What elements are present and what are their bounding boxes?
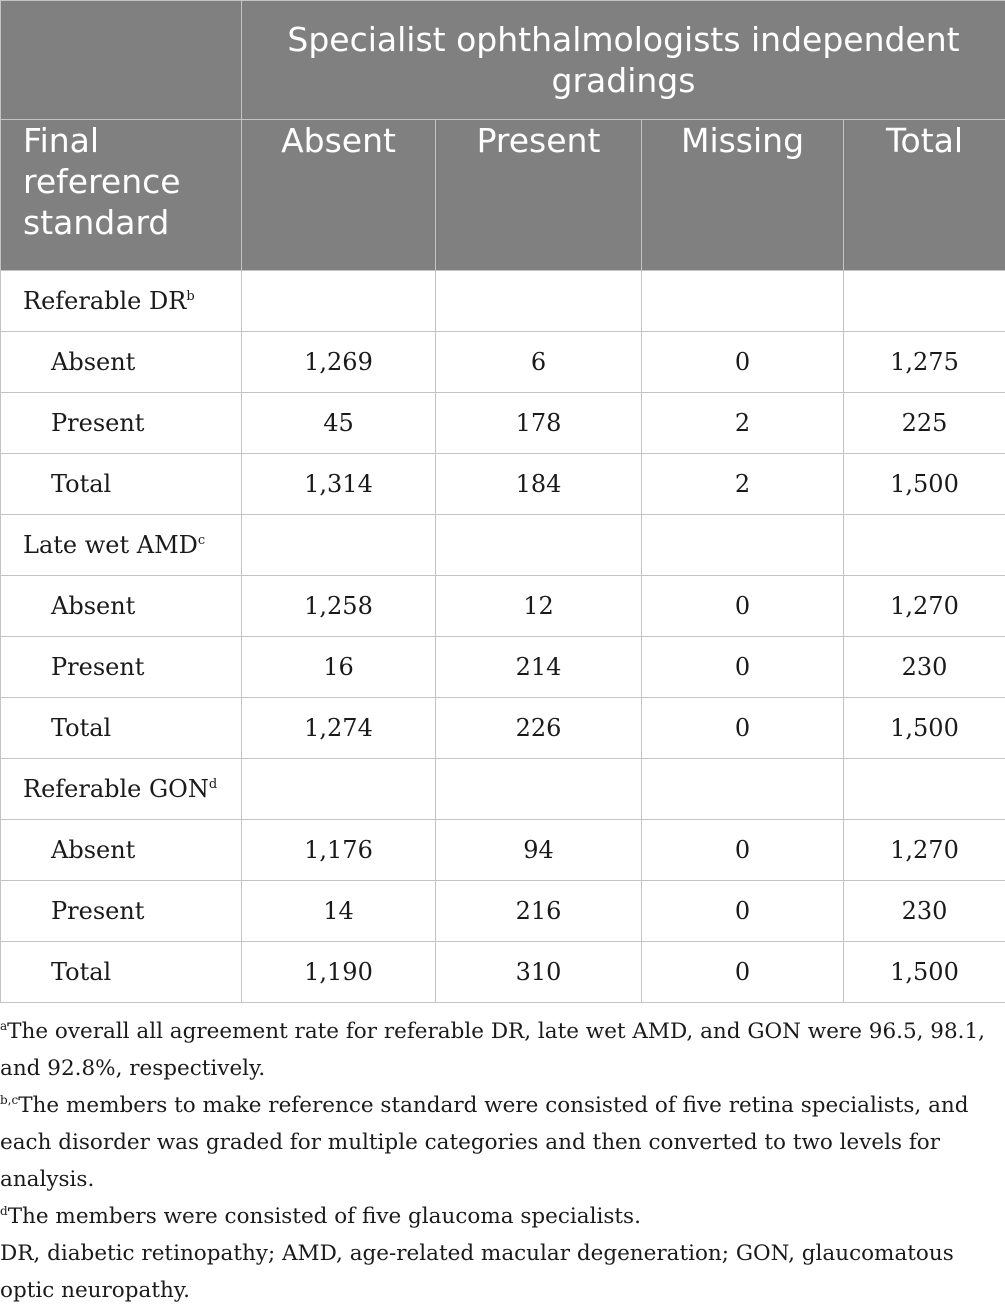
group-label: Referable GON$^d$ [1,759,242,820]
cell-present: 12 [436,576,642,637]
cell-present: 214 [436,637,642,698]
footnote-d: $^d$The members were consisted of five glaucoma specialists. [0,1198,1005,1235]
row-label: Absent [1,576,242,637]
cell-present: 216 [436,881,642,942]
table-row [1,637,1005,698]
cell-absent: 1,176 [242,820,436,881]
table-row [1,942,1005,1003]
group-row-late-wet-amd [1,515,1005,576]
cell-absent: 16 [242,637,436,698]
cell-present: 184 [436,454,642,515]
cell-present: 94 [436,820,642,881]
row-label: Present [1,393,242,454]
footnote-a: $^a$The overall all agreement rate for referable DR, late wet AMD, and GON were 96.5, 98.1, and 92.8%, respectively. [0,1013,1005,1087]
cell-missing: 2 [642,393,844,454]
row-label: Absent [1,332,242,393]
cell-absent: 1,274 [242,698,436,759]
cell-missing: 0 [642,332,844,393]
table-row [1,332,1005,393]
cell-absent: 1,269 [242,332,436,393]
final-reference-standard-header: Final reference standard [1,120,242,271]
column-header-total: Total [844,120,1005,271]
row-label: Present [1,637,242,698]
cell-absent: 45 [242,393,436,454]
footnote-bc: $^{b,c}$The members to make reference standard were consisted of five retina specialists, and each disorder was graded for multiple categories and then converted to two levels for analysis. [0,1087,1005,1198]
row-label: Absent [1,820,242,881]
cell-missing: 2 [642,454,844,515]
table-row [1,820,1005,881]
group-row-referable-dr [1,271,1005,332]
cell-missing: 0 [642,637,844,698]
group-label: Late wet AMD$^c$ [1,515,242,576]
table-row [1,454,1005,515]
cell-total: 1,270 [844,820,1005,881]
row-label: Total [1,454,242,515]
cell-missing: 0 [642,942,844,1003]
cell-absent: 1,258 [242,576,436,637]
cell-total: 1,275 [844,332,1005,393]
specialist-gradings-header: Specialist ophthalmologists independent gradings [242,1,1005,120]
column-header-missing: Missing [642,120,844,271]
table-row [1,698,1005,759]
cell-total: 1,270 [844,576,1005,637]
column-header-present: Present [436,120,642,271]
row-label: Present [1,881,242,942]
cell-absent: 1,190 [242,942,436,1003]
table-row [1,881,1005,942]
cell-missing: 0 [642,881,844,942]
cell-missing: 0 [642,576,844,637]
header-row-top [1,1,1005,120]
table-footnotes [0,1013,1005,1309]
header-corner-cell [1,1,242,120]
group-row-referable-gon [1,759,1005,820]
table-row [1,576,1005,637]
cell-total: 1,500 [844,942,1005,1003]
cell-present: 6 [436,332,642,393]
cell-missing: 0 [642,698,844,759]
cell-total: 1,500 [844,698,1005,759]
cell-present: 226 [436,698,642,759]
group-label: Referable $DR^b$ [1,271,242,332]
cell-total: 225 [844,393,1005,454]
table-row [1,393,1005,454]
row-label: Total [1,942,242,1003]
cell-total: 230 [844,637,1005,698]
footnote-abbreviations: DR, diabetic retinopathy; AMD, age-related macular degeneration; GON, glaucomatous optic neuropathy. [0,1235,1005,1309]
cell-total: 1,500 [844,454,1005,515]
cell-missing: 0 [642,820,844,881]
row-label: Total [1,698,242,759]
cell-absent: 1,314 [242,454,436,515]
column-header-absent: Absent [242,120,436,271]
cell-total: 230 [844,881,1005,942]
cell-present: 310 [436,942,642,1003]
cell-absent: 14 [242,881,436,942]
cell-present: 178 [436,393,642,454]
header-row-columns [1,120,1005,271]
